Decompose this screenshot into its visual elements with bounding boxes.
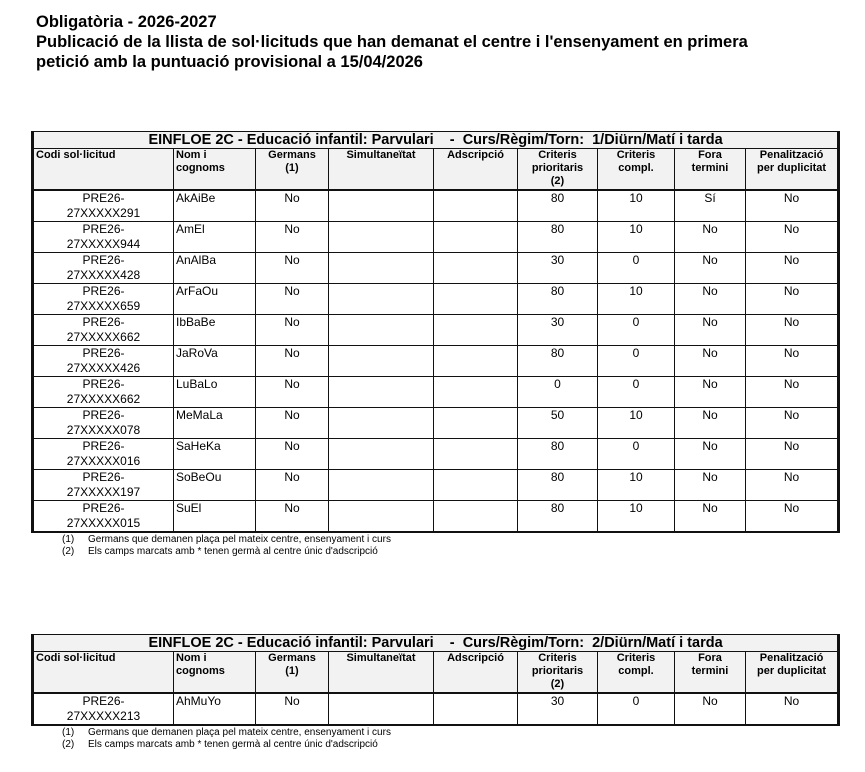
footnote-text: Germans que demanen plaça pel mateix centre, ensenyament i curs bbox=[88, 727, 391, 738]
cell-nom: AnAlBa bbox=[174, 253, 256, 284]
cell-simultaneitat bbox=[329, 377, 434, 408]
cell-codi bbox=[33, 470, 174, 501]
codi-part: 27XXXXX659 bbox=[66, 299, 141, 313]
codi-part: PRE26- bbox=[82, 439, 125, 453]
cell-criteris-compl: 0 bbox=[598, 439, 675, 470]
codi-part: PRE26- bbox=[82, 315, 125, 329]
cell-codi bbox=[33, 253, 174, 284]
column-header-line: Codi sol·licitud bbox=[36, 652, 116, 664]
cell-fora-termini: No bbox=[675, 377, 746, 408]
codi-part: 27XXXXX662 bbox=[66, 392, 141, 406]
cell-simultaneitat bbox=[329, 501, 434, 533]
cell-adscripcio bbox=[434, 439, 518, 470]
table-row bbox=[33, 501, 839, 533]
cell-codi bbox=[33, 315, 174, 346]
cell-simultaneitat bbox=[329, 315, 434, 346]
column-header-line: cognoms bbox=[176, 665, 225, 677]
cell-nom: SuEl bbox=[174, 501, 256, 533]
cell-nom: ArFaOu bbox=[174, 284, 256, 315]
footnote-text: Els camps marcats amb * tenen germà al centre únic d'adscripció bbox=[88, 546, 378, 557]
column-header-codi bbox=[33, 149, 174, 191]
cell-germans: No bbox=[256, 693, 329, 725]
codi-part: 27XXXXX197 bbox=[66, 485, 141, 499]
cell-simultaneitat bbox=[329, 470, 434, 501]
column-header-line: Criteris bbox=[616, 652, 656, 664]
cell-criteris-compl: 10 bbox=[598, 408, 675, 439]
cell-simultaneitat bbox=[329, 222, 434, 253]
cell-nom: LuBaLo bbox=[174, 377, 256, 408]
codi-part: 27XXXXX015 bbox=[66, 516, 141, 530]
cell-fora-termini: No bbox=[675, 253, 746, 284]
table-caption: EINFLOE 2C - Educació infantil: Parvulari - Curs/Règim/Torn: 1/Diürn/Matí i tarda bbox=[33, 132, 839, 149]
codi-part: 27XXXXX213 bbox=[66, 709, 141, 723]
cell-codi bbox=[33, 190, 174, 222]
column-header-line: Simultaneïtat bbox=[346, 149, 416, 161]
cell-nom: AkAiBe bbox=[174, 190, 256, 222]
footnote bbox=[62, 727, 837, 739]
cell-fora-termini: No bbox=[675, 470, 746, 501]
column-header-line: Nom i bbox=[176, 149, 207, 161]
codi-part: PRE26- bbox=[82, 191, 125, 205]
title-line-3: petició amb la puntuació provisional a 15/04/2026 bbox=[36, 53, 423, 71]
column-header-penalitzacio bbox=[746, 652, 839, 694]
cell-adscripcio bbox=[434, 470, 518, 501]
cell-germans: No bbox=[256, 222, 329, 253]
cell-penalitzacio: No bbox=[746, 284, 839, 315]
cell-nom: SoBeOu bbox=[174, 470, 256, 501]
cell-penalitzacio: No bbox=[746, 501, 839, 533]
codi-part: PRE26- bbox=[82, 346, 125, 360]
column-header-line: Germans bbox=[268, 652, 316, 664]
codi-part: PRE26- bbox=[82, 470, 125, 484]
footnote-number: (1) bbox=[62, 727, 75, 738]
column-header-adscripcio bbox=[434, 652, 518, 694]
column-header-line: Fora bbox=[698, 652, 722, 664]
codi-part: PRE26- bbox=[82, 694, 125, 708]
column-header-nom bbox=[174, 652, 256, 694]
results-table-curs-2 bbox=[31, 634, 837, 751]
cell-criteris-prioritaris: 80 bbox=[518, 284, 598, 315]
cell-germans: No bbox=[256, 315, 329, 346]
codi-part: PRE26- bbox=[82, 222, 125, 236]
cell-criteris-compl: 10 bbox=[598, 222, 675, 253]
cell-adscripcio bbox=[434, 222, 518, 253]
cell-penalitzacio: No bbox=[746, 693, 839, 725]
column-header-line: Criteris bbox=[538, 652, 577, 664]
column-header-fora-termini bbox=[675, 149, 746, 191]
column-header-line: cognoms bbox=[176, 162, 225, 174]
codi-part: 27XXXXX944 bbox=[66, 237, 141, 251]
table-row bbox=[33, 470, 839, 501]
cell-codi bbox=[33, 222, 174, 253]
cell-germans: No bbox=[256, 501, 329, 533]
cell-penalitzacio: No bbox=[746, 408, 839, 439]
cell-fora-termini: Sí bbox=[675, 190, 746, 222]
cell-germans: No bbox=[256, 377, 329, 408]
cell-fora-termini: No bbox=[675, 693, 746, 725]
cell-adscripcio bbox=[434, 346, 518, 377]
cell-nom: SaHeKa bbox=[174, 439, 256, 470]
footnote bbox=[62, 546, 837, 558]
table-row bbox=[33, 439, 839, 470]
cell-simultaneitat bbox=[329, 253, 434, 284]
column-header-criteris-prioritaris bbox=[518, 149, 598, 191]
cell-codi bbox=[33, 408, 174, 439]
cell-adscripcio bbox=[434, 190, 518, 222]
cell-adscripcio bbox=[434, 377, 518, 408]
column-header-criteris-compl bbox=[598, 652, 675, 694]
cell-codi bbox=[33, 693, 174, 725]
cell-adscripcio bbox=[434, 315, 518, 346]
cell-fora-termini: No bbox=[675, 346, 746, 377]
cell-criteris-prioritaris: 80 bbox=[518, 501, 598, 533]
column-header-line: (2) bbox=[550, 175, 565, 187]
cell-codi bbox=[33, 346, 174, 377]
column-header-line: Penalització bbox=[759, 652, 824, 664]
column-header-line: per duplicitat bbox=[757, 162, 827, 174]
cell-penalitzacio: No bbox=[746, 253, 839, 284]
cell-criteris-compl: 0 bbox=[598, 346, 675, 377]
column-header-line: prioritaris bbox=[531, 162, 584, 174]
table-row bbox=[33, 377, 839, 408]
cell-criteris-compl: 0 bbox=[598, 693, 675, 725]
column-header-line: Adscripció bbox=[447, 149, 504, 161]
column-header-line: (1) bbox=[285, 665, 299, 677]
cell-penalitzacio: No bbox=[746, 222, 839, 253]
cell-nom: MeMaLa bbox=[174, 408, 256, 439]
cell-penalitzacio: No bbox=[746, 346, 839, 377]
document-title bbox=[36, 12, 748, 72]
cell-criteris-prioritaris: 80 bbox=[518, 470, 598, 501]
cell-nom: IbBaBe bbox=[174, 315, 256, 346]
column-header-line: termini bbox=[691, 162, 729, 174]
cell-simultaneitat bbox=[329, 284, 434, 315]
table-row bbox=[33, 346, 839, 377]
cell-germans: No bbox=[256, 253, 329, 284]
column-header-germans bbox=[256, 149, 329, 191]
cell-nom: AmEl bbox=[174, 222, 256, 253]
column-header-simultaneitat bbox=[329, 149, 434, 191]
codi-part: 27XXXXX016 bbox=[66, 454, 141, 468]
column-header-line: prioritaris bbox=[531, 665, 584, 677]
cell-penalitzacio: No bbox=[746, 377, 839, 408]
cell-criteris-prioritaris: 80 bbox=[518, 439, 598, 470]
cell-fora-termini: No bbox=[675, 408, 746, 439]
column-header-line: Simultaneïtat bbox=[346, 652, 416, 664]
cell-adscripcio bbox=[434, 408, 518, 439]
column-header-line: (1) bbox=[285, 162, 299, 174]
table-row bbox=[33, 408, 839, 439]
cell-germans: No bbox=[256, 470, 329, 501]
column-header-adscripcio bbox=[434, 149, 518, 191]
cell-penalitzacio: No bbox=[746, 315, 839, 346]
column-header-penalitzacio bbox=[746, 149, 839, 191]
cell-codi bbox=[33, 284, 174, 315]
table-row bbox=[33, 693, 839, 725]
codi-part: PRE26- bbox=[82, 377, 125, 391]
cell-criteris-compl: 10 bbox=[598, 284, 675, 315]
codi-part: 27XXXXX426 bbox=[66, 361, 141, 375]
cell-penalitzacio: No bbox=[746, 190, 839, 222]
cell-criteris-prioritaris: 30 bbox=[518, 693, 598, 725]
cell-criteris-prioritaris: 30 bbox=[518, 315, 598, 346]
codi-part: 27XXXXX291 bbox=[66, 206, 141, 220]
cell-germans: No bbox=[256, 190, 329, 222]
cell-adscripcio bbox=[434, 693, 518, 725]
column-header-line: Penalització bbox=[759, 149, 824, 161]
column-header-codi bbox=[33, 652, 174, 694]
cell-codi bbox=[33, 439, 174, 470]
column-header-nom bbox=[174, 149, 256, 191]
cell-germans: No bbox=[256, 439, 329, 470]
column-header-line: (2) bbox=[550, 678, 565, 690]
cell-criteris-compl: 0 bbox=[598, 253, 675, 284]
column-header-line: Criteris bbox=[538, 149, 577, 161]
column-header-criteris-compl bbox=[598, 149, 675, 191]
cell-nom: AhMuYo bbox=[174, 693, 256, 725]
codi-part: PRE26- bbox=[82, 253, 125, 267]
cell-criteris-prioritaris: 80 bbox=[518, 346, 598, 377]
cell-criteris-compl: 0 bbox=[598, 315, 675, 346]
cell-germans: No bbox=[256, 284, 329, 315]
column-header-line: per duplicitat bbox=[757, 665, 827, 677]
column-header-line: termini bbox=[691, 665, 729, 677]
table-row bbox=[33, 315, 839, 346]
column-header-line: Adscripció bbox=[447, 652, 504, 664]
footnote-number: (2) bbox=[62, 739, 75, 750]
cell-criteris-compl: 10 bbox=[598, 501, 675, 533]
codi-part: 27XXXXX428 bbox=[66, 268, 141, 282]
column-header-line: Nom i bbox=[176, 652, 207, 664]
cell-adscripcio bbox=[434, 284, 518, 315]
cell-simultaneitat bbox=[329, 408, 434, 439]
column-header-line: Codi sol·licitud bbox=[36, 149, 116, 161]
codi-part: 27XXXXX662 bbox=[66, 330, 141, 344]
cell-fora-termini: No bbox=[675, 501, 746, 533]
column-header-germans bbox=[256, 652, 329, 694]
cell-fora-termini: No bbox=[675, 284, 746, 315]
column-header-criteris-prioritaris bbox=[518, 652, 598, 694]
cell-criteris-compl: 10 bbox=[598, 470, 675, 501]
title-line-2: Publicació de la llista de sol·licituds que han demanat el centre i l'ensenyament en primera bbox=[36, 33, 748, 51]
cell-criteris-prioritaris: 80 bbox=[518, 222, 598, 253]
footnote-number: (2) bbox=[62, 546, 75, 557]
cell-criteris-prioritaris: 30 bbox=[518, 253, 598, 284]
cell-fora-termini: No bbox=[675, 439, 746, 470]
table-row bbox=[33, 190, 839, 222]
applications-table bbox=[31, 131, 840, 533]
footnotes bbox=[31, 534, 837, 558]
column-header-simultaneitat bbox=[329, 652, 434, 694]
footnote-text: Germans que demanen plaça pel mateix centre, ensenyament i curs bbox=[88, 534, 391, 545]
cell-adscripcio bbox=[434, 501, 518, 533]
cell-simultaneitat bbox=[329, 346, 434, 377]
cell-nom: JaRoVa bbox=[174, 346, 256, 377]
cell-criteris-prioritaris: 0 bbox=[518, 377, 598, 408]
footnote bbox=[62, 739, 837, 751]
codi-part: PRE26- bbox=[82, 408, 125, 422]
codi-part: 27XXXXX078 bbox=[66, 423, 141, 437]
table-caption: EINFLOE 2C - Educació infantil: Parvulari - Curs/Règim/Torn: 2/Diürn/Matí i tarda bbox=[33, 635, 839, 652]
column-header-fora-termini bbox=[675, 652, 746, 694]
column-header-line: compl. bbox=[618, 665, 654, 677]
results-table-curs-1 bbox=[31, 131, 837, 558]
column-header-line: Criteris bbox=[616, 149, 656, 161]
codi-part: PRE26- bbox=[82, 284, 125, 298]
cell-fora-termini: No bbox=[675, 222, 746, 253]
cell-penalitzacio: No bbox=[746, 439, 839, 470]
cell-adscripcio bbox=[434, 253, 518, 284]
cell-criteris-prioritaris: 50 bbox=[518, 408, 598, 439]
column-header-line: Germans bbox=[268, 149, 316, 161]
title-line-1: Obligatòria - 2026-2027 bbox=[36, 13, 217, 31]
cell-germans: No bbox=[256, 408, 329, 439]
cell-criteris-compl: 10 bbox=[598, 190, 675, 222]
cell-simultaneitat bbox=[329, 693, 434, 725]
codi-part: PRE26- bbox=[82, 501, 125, 515]
cell-simultaneitat bbox=[329, 439, 434, 470]
table-row bbox=[33, 222, 839, 253]
column-header-line: Fora bbox=[698, 149, 722, 161]
cell-penalitzacio: No bbox=[746, 470, 839, 501]
table-row bbox=[33, 284, 839, 315]
cell-codi bbox=[33, 377, 174, 408]
cell-germans: No bbox=[256, 346, 329, 377]
cell-criteris-prioritaris: 80 bbox=[518, 190, 598, 222]
cell-codi bbox=[33, 501, 174, 533]
footnote bbox=[62, 534, 837, 546]
table-row bbox=[33, 253, 839, 284]
cell-simultaneitat bbox=[329, 190, 434, 222]
applications-table bbox=[31, 634, 840, 726]
footnote-text: Els camps marcats amb * tenen germà al centre únic d'adscripció bbox=[88, 739, 378, 750]
cell-criteris-compl: 0 bbox=[598, 377, 675, 408]
footnote-number: (1) bbox=[62, 534, 75, 545]
cell-fora-termini: No bbox=[675, 315, 746, 346]
column-header-line: compl. bbox=[618, 162, 654, 174]
footnotes bbox=[31, 727, 837, 751]
